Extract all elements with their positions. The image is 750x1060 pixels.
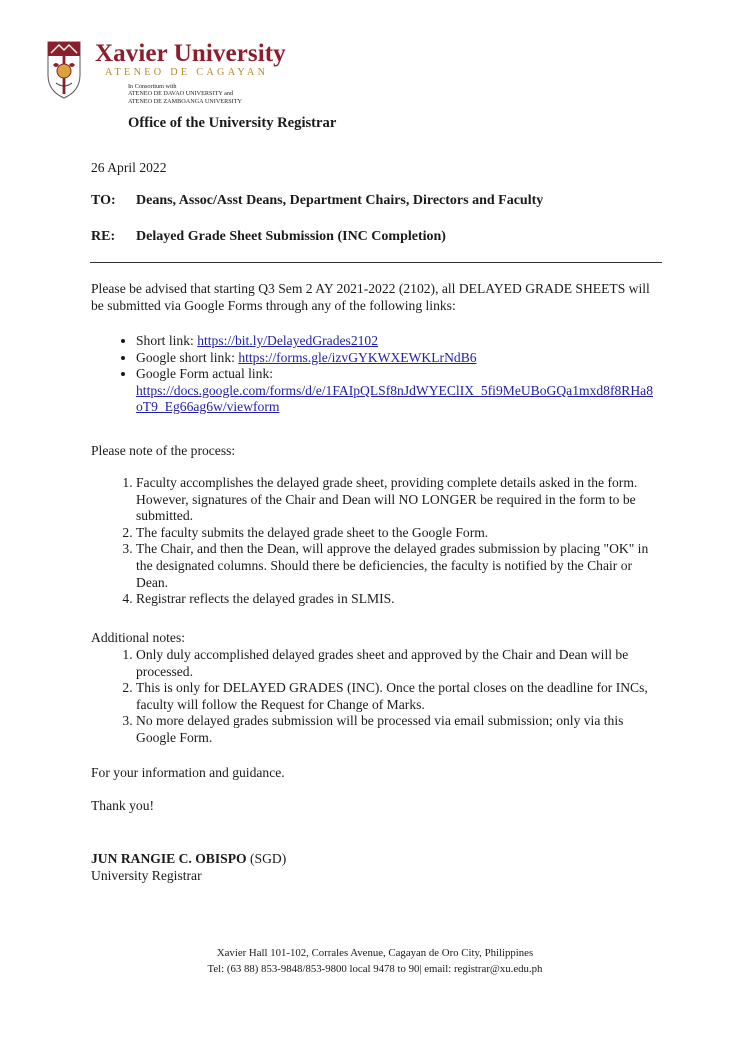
google-form-full-link[interactable]: https://docs.google.com/forms/d/e/1FAIpQLSf8nJdWYEClIX_5fi9MeUBoGQa1mxd8f8RHa8oT9_Eg66ag6w/viewform [136, 382, 654, 415]
list-item: 2. The faculty submits the delayed grade sheet to the Google Form. [136, 525, 656, 542]
memo-re-row [91, 229, 446, 246]
process-heading: Please note of the process: [91, 443, 236, 458]
university-crest-logo [47, 41, 81, 99]
consortium-line: In Consortium with [128, 83, 177, 90]
to-value: Deans, Assoc/Asst Deans, Department Chairs, Directors and Faculty [136, 193, 544, 208]
list-item [136, 366, 666, 416]
signatory-name: JUN RANGIE C. OBISPO [91, 851, 247, 866]
consortium-line: ATENEO DE DAVAO UNIVERSITY and [128, 90, 234, 98]
re-label: RE: [91, 229, 116, 244]
closing-info: For your information and guidance. [91, 765, 285, 780]
process-steps-list [91, 475, 656, 608]
list-item: 4. Registrar reflects the delayed grades in SLMIS. [136, 591, 656, 608]
memo-date: 26 April 2022 [91, 160, 167, 175]
list-item [136, 333, 666, 350]
university-name: Xavier University [95, 40, 286, 67]
consortium-line: ATENEO DE ZAMBOANGA UNIVERSITY [128, 97, 242, 105]
signed-note: (SGD) [246, 851, 287, 866]
list-item: 3. No more delayed grades submission will be processed via email submission; only via this Google Form. [136, 713, 656, 746]
signatory-name-line [91, 851, 666, 868]
consortium-note [128, 83, 242, 105]
link-label: Short link: [136, 333, 198, 348]
link-label: Google short link: [136, 349, 239, 365]
re-value: Delayed Grade Sheet Submission (INC Completion) [136, 229, 446, 244]
signatory-title: University Registrar [91, 868, 202, 883]
footer-address: Xavier Hall 101-102, Corrales Avenue, Cagayan de Oro City, Philippines [216, 947, 534, 959]
footer-contact: Tel: (63 88) 853-9848/853-9800 local 9478 to 90| email: registrar@xu.edu.ph [207, 963, 543, 975]
form-links-list [91, 333, 666, 416]
short-link[interactable]: https://bit.ly/DelayedGrades2102 [197, 333, 379, 348]
to-label: TO: [91, 193, 116, 208]
google-short-link[interactable]: https://forms.gle/izvGYKWXEWKLrNdB6 [238, 349, 477, 365]
university-subtitle: ATENEO DE CAGAYAN [105, 67, 269, 78]
intro-paragraph: Please be advised that starting Q3 Sem 2 AY 2021-2022 (2102), all DELAYED GRADE SHEETS will be submitted via Google Forms through any of the following links: [91, 281, 650, 313]
office-title: Office of the University Registrar [128, 115, 337, 131]
header-divider [90, 262, 662, 263]
thanks-line: Thank you! [91, 798, 155, 813]
list-item: 2. This is only for DELAYED GRADES (INC). Once the portal closes on the deadline for INCs, faculty will follow the Request for Change of Marks. [136, 680, 656, 713]
list-item: 1. Only duly accomplished delayed grades sheet and approved by the Chair and Dean will be processed. [136, 647, 656, 680]
list-item [136, 350, 666, 367]
additional-notes-list [91, 647, 656, 747]
list-item: 1. Faculty accomplishes the delayed grade sheet, providing complete details asked in the form. However, signatures of the Chair and Dean will NO LONGER be required in the form to be submitted. [136, 475, 656, 525]
list-item: 3. The Chair, and then the Dean, will approve the delayed grades submission by placing "OK" in the designated columns. Should there be deficiencies, the faculty is notified by the Chair or Dean. [136, 541, 656, 591]
memo-to-row [91, 193, 543, 210]
link-label: Google Form actual link: [136, 366, 274, 382]
additional-notes-heading: Additional notes: [91, 630, 186, 645]
